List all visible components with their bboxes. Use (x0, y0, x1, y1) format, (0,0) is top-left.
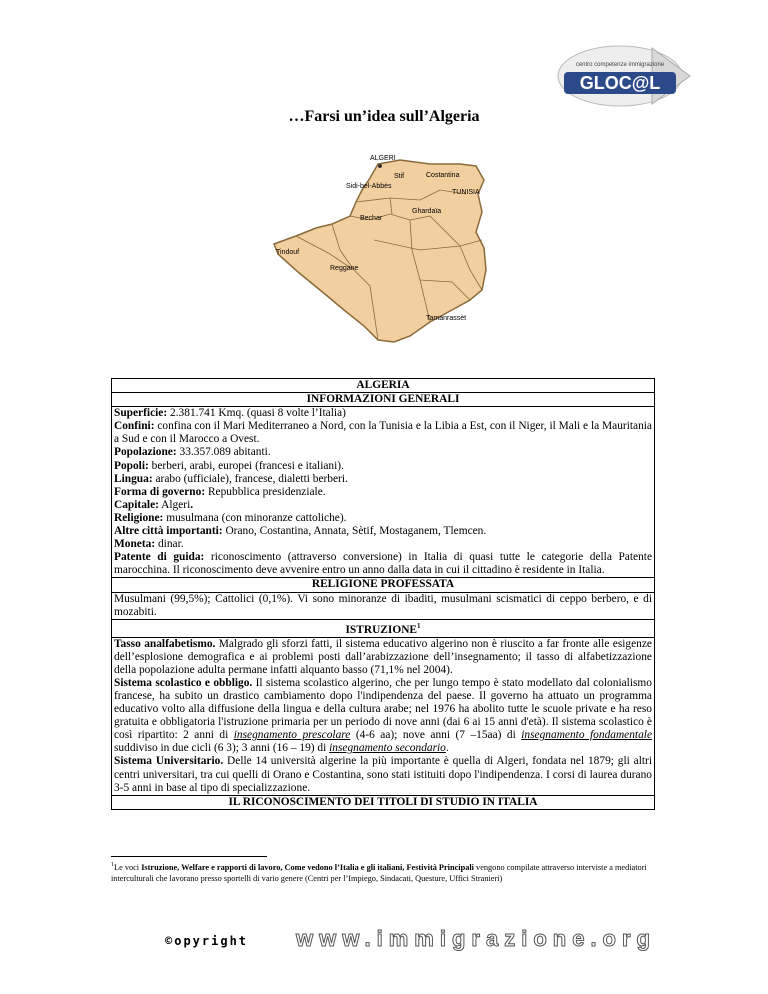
cities-row: Altre città importanti: Orano, Costantina, Annata, Sètif, Mostaganem, Tlemcen. (114, 525, 487, 538)
footnote-divider (111, 856, 267, 857)
map-label-costantina: Costantina (426, 172, 460, 179)
map-label-sidi-bel-abbes: Sidi-bel-Abbès (346, 183, 392, 190)
language-row: Lingua: arabo (ufficiale), francese, dialetti berberi. (114, 472, 348, 485)
recognition-header: IL RICONOSCIMENTO DEI TITOLI DI STUDIO IN ITALIA (112, 795, 655, 809)
map-label-tindouf: Tindouf (276, 249, 300, 256)
map-label-tunisia: TUNISIA (452, 189, 480, 196)
footnote-ref: 1 (417, 621, 421, 630)
copyright-label: ©opyright (165, 934, 249, 948)
footnote: $^1$Le voci Istruzione, Welfare e rapporti di lavoro, Come vedono l’Italia e gli italiani, Festività Principali vengono compilate attraverso interviste a mediatori interculturali che lavorano presso sportelli di vario genere (Centri per l’Impiego, Sindacati, Questure, Uffici Stranieri) (111, 862, 647, 883)
general-info-header: INFORMAZIONI GENERALI (112, 393, 655, 407)
government-row: Forma di governo: Repubblica presidenziale. (114, 485, 326, 498)
education-header: ISTRUZIONE$^1$ (112, 619, 655, 637)
map-label-tamanrasset: Tamanrassèt (426, 315, 467, 322)
map-label-algeri: ALGERI (370, 155, 396, 162)
population-row: Popolazione: 33.357.089 abitanti. (114, 446, 271, 459)
logo-name: GLOC@L (579, 73, 661, 93)
school-paragraph: Sistema scolastico e obbligo. Il sistema scolastico algerino, che per lungo tempo è stato modellato dal colonialismo francese, ha subito un drastico cambiamento dopo l'indipendenza del paese. Il governo ha attuato un programma educativo volto alla diffusione della lingua e della cultura arabe; nel 1976 ha abolito tutte le scuole private e ha reso gratuita e obbligatoria l'istruzione primaria per un periodo di nove anni (dai 6 ai 15 anni d'età). Il sistema scolastico è così ripartito: 2 anni di insegnamento prescolare (4-6 aa); nove anni (7 –15aa) di insegnamento fondamentale suddiviso in due cicli (6 3); 3 anni (16 – 19) di insegnamento secondario. (114, 676, 653, 755)
religion-row: Religione: musulmana (con minoranze cattoliche). (114, 511, 347, 524)
education-body (112, 637, 655, 795)
illiteracy-paragraph: Tasso analfabetismo. Malgrado gli sforzi fatti, il sistema educativo algerino non è riuscito a far fronte alle esigenze dell’esplosione demografica e ai problemi posti dall’arabizzazione dell’insegnamento; il tasso di alfabetizzazione della popolazione adulta permane infatti alquanto basso (71,1% nel 2004). (114, 637, 652, 676)
glocal-logo (540, 42, 700, 110)
capital-row: Capitale: Algeri. (114, 498, 194, 511)
surface-row: Superficie: 2.381.741 Kmq. (quasi 8 volte l’Italia) (114, 407, 346, 420)
link-secondario[interactable]: insegnamento secondario (329, 742, 446, 755)
country-info-table (111, 378, 655, 810)
algeria-map (270, 150, 498, 348)
map-label-reggane: Reggane (330, 265, 359, 272)
map-label-stif: Stif (394, 173, 405, 180)
map-label-bechar: Bechar (360, 215, 383, 222)
map-label-ghardaia: Ghardaïa (412, 208, 442, 215)
religion-header: RELIGIONE PROFESSATA (112, 578, 655, 592)
general-info-body (112, 407, 655, 578)
link-prescolare[interactable]: insegnamento prescolare (233, 729, 351, 742)
logo-tagline: centro competenze immigrazione (575, 62, 665, 68)
page-title: …Farsi un’idea sull’Algeria (288, 108, 480, 125)
religion-text: Musulmani (99,5%); Cattolici (0,1%). Vi sono minoranze di ibaditi, musulmani scismatici di ceppo berbero, e di mozabiti. (112, 592, 655, 619)
site-url[interactable]: www.immigrazione.org (296, 926, 656, 951)
peoples-row: Popoli: berberi, arabi, europei (francesi e italiani). (114, 459, 344, 472)
borders-row: Confini: confina con il Mari Mediterraneo a Nord, con la Tunisia e la Libia a Est, con il Niger, il Mali e la Mauritania a Sud e con il Marocco a Ovest. (114, 420, 652, 446)
country-name: ALGERIA (112, 379, 655, 393)
link-fondamentale[interactable]: insegnamento fondamentale (521, 729, 653, 742)
currency-row: Moneta: dinar. (114, 538, 184, 551)
university-paragraph: Sistema Universitario. Delle 14 università algerine la più importante è quella di Algeri, fondata nel 1879; gli altri centri universitari, tra cui quelli di Orano e Costantina, sono stati istituiti dopo l'indipendenza. I corsi di laurea durano 3-5 anni in base al tipo di specializzazione. (114, 755, 652, 794)
license-row: Patente di guida: riconoscimento (attraverso conversione) in Italia di quasi tutte le categorie della Patente marocchina. Il riconoscimento deve avvenire entro un anno dalla data in cui il cittadino è residente in Italia. (114, 551, 653, 577)
